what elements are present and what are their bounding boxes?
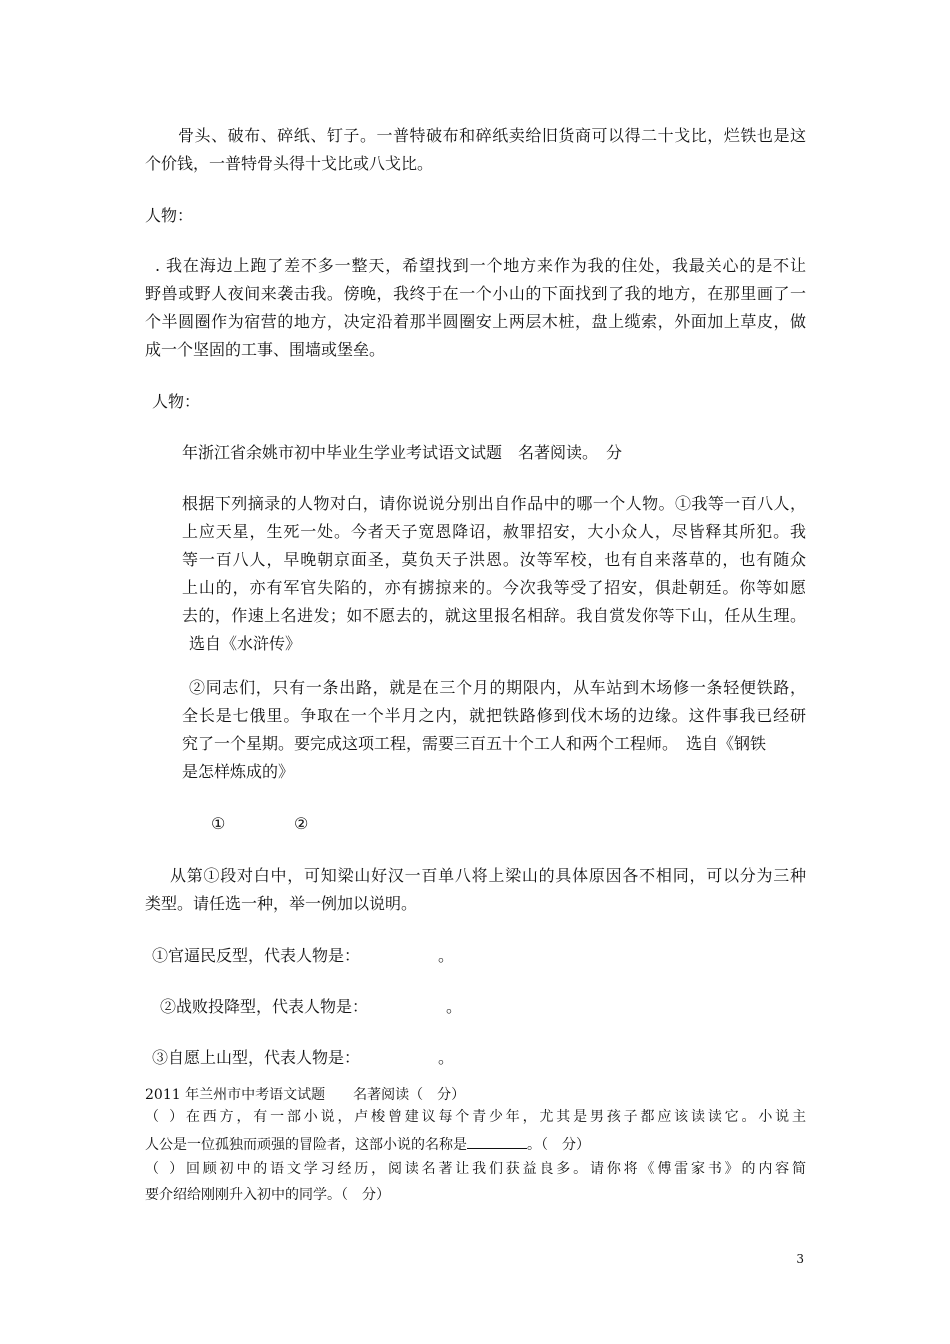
type-1-label: ①官逼民反型，代表人物是： [152,946,361,965]
paragraph-3-line-2: 上应天星，生死一处。今者天子宽恩降诏，赦罪招安，大小众人，尽皆释其所犯。我 [182,522,806,541]
question-1-line-1: （ ）在西方，有一部小说，卢梭曾建议每个青少年，尤其是男孩子都应该读读它。小说主 [145,1109,806,1125]
paragraph-2-line-4: 成一个坚固的工事、围墙或堡垒。 [145,340,386,359]
question-1-end: 。（ 分） [527,1137,590,1153]
paragraph-4-line-1: ②同志们，只有一条出路，就是在三个月的期限内，从车站到木场修一条轻便铁路， [189,678,806,697]
question-1-line-2 [145,1134,590,1154]
paragraph-3-line-5: 去的，作速上名进发；如不愿去的，就这里报名相辞。我自赏发你等下山，任从生理。 [182,606,806,625]
paragraph-2-line-1: . 我在海边上跑了差不多一整天，希望找到一个地方来作为我的住处，我最关心的是不让 [155,256,806,275]
type-2-label: ②战败投降型，代表人物是： [160,997,369,1016]
exam-title-2: 2011 年兰州市中考语文试题 名著阅读（ 分） [145,1087,466,1103]
question-2-line-2: 要介绍给刚刚升入初中的同学。（ 分） [145,1187,390,1203]
question-2-line-1: （ ）回顾初中的语文学习经历，阅读名著让我们获益良多。请你将《傅雷家书》的内容简 [145,1161,806,1177]
person-label-1: 人物： [145,206,194,225]
paragraph-3-line-1: 根据下列摘录的人物对白，请你说说分别出自作品中的哪一个人物。①我等一百八人， [182,494,806,513]
type-3-end: 。 [438,1048,455,1067]
person-label-2: 人物： [152,392,201,411]
type-1-end: 。 [438,946,455,965]
paragraph-4-line-4: 是怎样炼成的》 [182,762,295,781]
paragraph-4-line-3: 究了一个星期。要完成这项工程，需要三百五十个工人和两个工程师。 选自《钢铁 [182,734,767,753]
page-number: 3 [796,1252,804,1266]
paragraph-5-line-1: 从第①段对白中，可知梁山好汉一百单八将上梁山的具体原因各不相同，可以分为三种 [170,866,806,885]
type-2-end: 。 [446,997,463,1016]
paragraph-5-line-2: 类型。请任选一种，举一例加以说明。 [145,894,418,913]
paragraph-2-line-3: 个半圆圈作为宿营的地方，决定沿着那半圆圈安上两层木桩，盘上缆索，外面加上草皮，做 [145,312,806,331]
answer-mark-1: ① [211,814,226,833]
paragraph-1-line-2: 个价钱，一普特骨头得十戈比或八戈比。 [145,154,434,173]
paragraph-2-line-2: 野兽或野人夜间来袭击我。傍晚，我终于在一个小山的下面找到了我的地方，在那里画了一 [145,284,806,303]
question-1-text: 人公是一位孤独而顽强的冒险者，这部小说的名称是 [145,1137,467,1153]
paragraph-3-line-4: 上山的，亦有军官失陷的，亦有掳掠来的。今次我等受了招安，俱赴朝廷。你等如愿 [182,578,806,597]
exam-title-1: 年浙江省余姚市初中毕业生学业考试语文试题 名著阅读。 分 [182,443,623,462]
paragraph-4-line-2: 全长是七俄里。争取在一个半月之内，就把铁路修到伐木场的边缘。这件事我已经研 [182,706,806,725]
paragraph-1-line-1: 骨头、破布、碎纸、钉子。一普特破布和碎纸卖给旧货商可以得二十戈比，烂铁也是这 [178,126,806,145]
paragraph-3-source: 选自《水浒传》 [189,634,302,653]
paragraph-3-line-3: 等一百八人，早晚朝京面圣，莫负天子洪恩。汝等军校，也有自来落草的，也有随众 [182,550,806,569]
answer-blank[interactable] [467,1134,527,1149]
type-3-label: ③自愿上山型，代表人物是： [152,1048,361,1067]
answer-mark-2: ② [294,814,309,833]
